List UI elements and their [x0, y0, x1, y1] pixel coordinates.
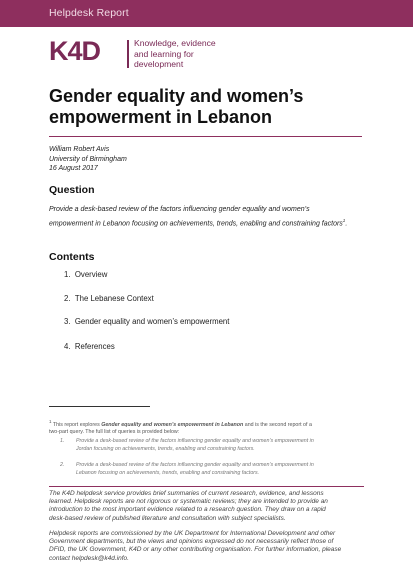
header-bar [0, 0, 413, 27]
footnote: $^1$ This report explores Gender equality and women’s empowerment in Lebanon and is the second report of a two-part query. The full list of queries is provided below: [49, 419, 312, 436]
title-divider [49, 136, 362, 137]
commission-disclaimer: Helpdesk reports are commissioned by the UK Department for International Development and other Government departments, but the views and opinions expressed do not necessarily reflect those of DFID, the UK Government, K4D or any other contributing organisation. For further information, please contact helpdesk@k4d.info. [49, 530, 342, 562]
footnote-ref[interactable]: 1 [342, 217, 346, 223]
author-name: William Robert Avis [49, 146, 110, 153]
helpdesk-disclaimer: The K4D helpdesk service provides brief summaries of current research, evidence, and lessons learned. Helpdesk reports are not rigorous or systematic reviews; they are intended to provide an introduction to the most important evidence related to a research question. They draw on a rapid desk-based review of published literature and consultation with subject specialists. [49, 490, 328, 522]
logo-tagline: Knowledge, evidence and learning for development [134, 38, 216, 69]
contents-item[interactable]: 2. The Lebanese Context [64, 294, 154, 303]
contents-item[interactable]: 4. References [64, 342, 115, 351]
contents-item[interactable]: 1. Overview [64, 270, 108, 279]
footnote-divider [49, 406, 150, 407]
author-block [49, 145, 127, 174]
k4d-logo: K4D [49, 36, 101, 66]
contents-heading: Contents [49, 251, 95, 263]
report-date: 16 August 2017 [49, 165, 98, 173]
disclaimer-divider [49, 486, 364, 487]
author-institution: University of Birmingham [49, 155, 127, 163]
logo-divider [127, 40, 129, 68]
question-text: Provide a desk-based review of the factors influencing gender equality and women’s empowerment in Lebanon focusing on achievements, trends, enabling and constraining factors$^1$. [49, 206, 348, 227]
contents-item[interactable]: 3. Gender equality and women’s empowerment [64, 317, 230, 326]
question-heading: Question [49, 184, 95, 196]
document-title: Gender equality and women’s empowerment in Lebanon [49, 86, 304, 127]
report-type-label: Helpdesk Report [49, 7, 129, 19]
